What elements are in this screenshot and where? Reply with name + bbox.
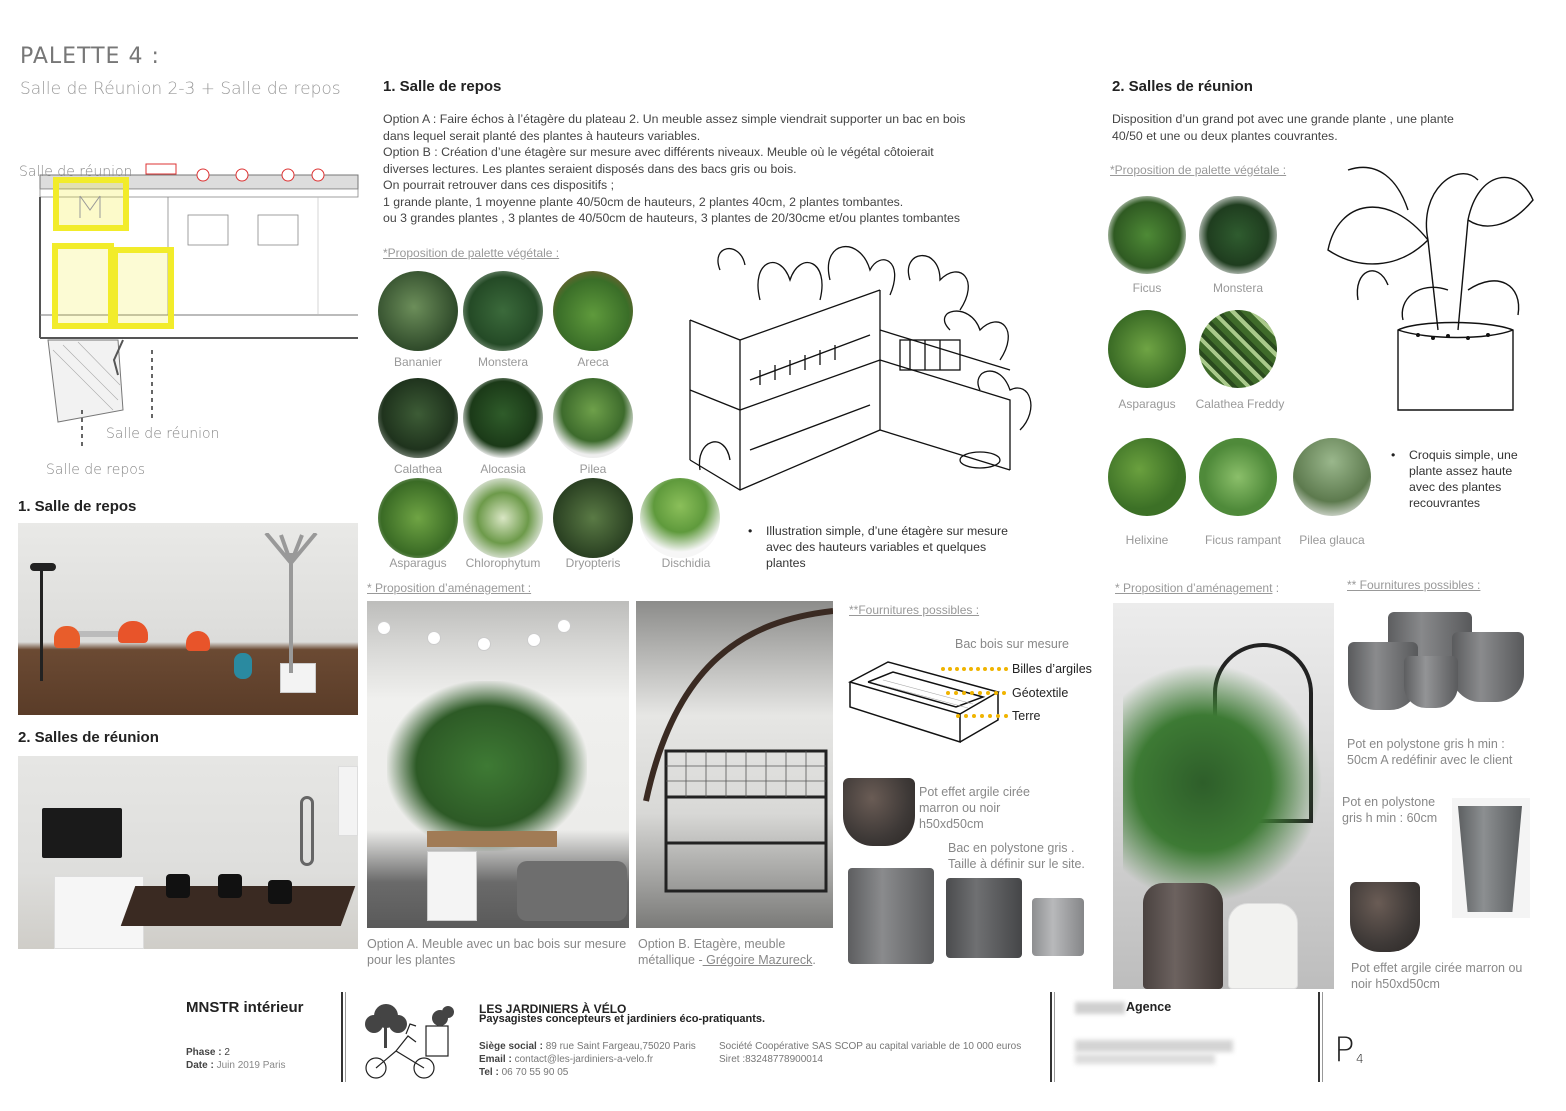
repos-amenagement-link[interactable]: * Proposition d’aménagement : — [367, 581, 532, 595]
tall-grey-pot-image — [1458, 806, 1522, 912]
globe-light — [427, 631, 441, 645]
reunion-fournitures-link[interactable]: ** Fournitures possibles : — [1347, 578, 1481, 592]
reunion-amenagement-link[interactable]: * Proposition d’aménagement — [1115, 581, 1273, 595]
photo-salle-repos — [18, 523, 358, 715]
plant-caption: Chlorophytum — [465, 556, 541, 570]
tel-value: 06 70 55 90 05 — [498, 1067, 569, 1078]
phase-value: 2 — [221, 1047, 230, 1058]
footer-agence: Agence — [1126, 1000, 1172, 1014]
plant-chlorophytum-image — [463, 478, 543, 558]
footer-divider — [1050, 992, 1052, 1082]
reunion-title: 2. Salles de réunion — [1112, 78, 1253, 95]
option-b-drawing — [636, 601, 833, 928]
plant-caption: Dischidia — [661, 556, 711, 570]
reunion-palette-link[interactable]: *Proposition de palette végétale : — [1110, 163, 1287, 177]
repos-line: Option B : Création d’une étagère sur mesure avec différents niveaux. Meuble où le végétal côtoierait — [383, 145, 934, 159]
orange-chair — [118, 621, 148, 643]
redacted-line — [1075, 1040, 1233, 1052]
repos-line: ou 3 grandes plantes , 3 plantes de 40/50cm de hauteurs, 3 plantes de 20/30cme et/ou plantes tombantes — [383, 211, 960, 225]
plant-caption: Monstera — [477, 355, 529, 369]
plant-caption: Pilea glauca — [1299, 533, 1365, 547]
plant-caption: Dryopteris — [565, 556, 621, 570]
lamp-shade — [30, 563, 56, 571]
plant-caption: Pilea — [579, 462, 607, 476]
tel-label: Tel : — [479, 1067, 499, 1078]
wood-planter — [427, 831, 557, 847]
footer-date — [186, 1059, 286, 1072]
plant-caption: Calathea — [393, 462, 443, 476]
photo-salle-reunion — [18, 756, 358, 949]
redacted-agency-name — [1075, 1002, 1125, 1014]
repos-line: On pourrait retrouver dans ces dispositifs ; — [383, 178, 615, 192]
orange-chair — [54, 626, 80, 648]
footer-email — [479, 1053, 653, 1066]
plant-caption: Bananier — [393, 355, 443, 369]
tv-screen — [42, 808, 122, 858]
page-title: PALETTE 4 : — [20, 44, 160, 69]
plant-monstera-image — [463, 271, 543, 351]
repos-title: 1. Salle de repos — [383, 78, 502, 95]
reunion-amenagement-colon: : — [1272, 581, 1280, 595]
plant-helixine-image — [1108, 438, 1186, 516]
layer-geotextile: Géotextile — [1012, 686, 1069, 700]
repos-line: dans lequel serait planté des plantes à hauteurs variables. — [383, 128, 701, 143]
clay-pot-image — [843, 778, 915, 846]
plant-caption: Alocasia — [480, 462, 526, 476]
email-label: Email : — [479, 1054, 512, 1065]
lamp-pole — [40, 571, 43, 681]
globe-light — [527, 633, 541, 647]
footer-company: LES JARDINIERS À VÉLO — [479, 1002, 627, 1016]
footer-divider — [1318, 992, 1320, 1082]
email-value[interactable]: contact@les-jardiniers-a-velo.fr — [511, 1054, 654, 1065]
cyclist-logo — [356, 996, 464, 1082]
bookshelf — [427, 851, 477, 921]
tall-pot-frame — [1452, 798, 1530, 918]
grey-pot-image — [848, 868, 934, 964]
plant-calathea-image — [378, 378, 458, 458]
footer-legal: Société Coopérative SAS SCOP au capital variable de 10 000 euros — [719, 1041, 1022, 1052]
plant-pilea-image — [553, 378, 633, 458]
plant-asparagus-image — [1108, 310, 1186, 388]
redacted-line — [1075, 1054, 1215, 1064]
reunion-paragraph: Disposition d’un grand pot avec une grande plante , une plante 40/50 et une ou deux plantes couvrantes. — [1112, 112, 1454, 143]
plan-label-reunion: Salle de réunion — [106, 426, 220, 442]
repos-line: Option A : Faire échos à l’étagère du plateau 2. Un meuble assez simple viendrait supporter un bac en bois — [383, 112, 966, 126]
siege-value: 89 rue Saint Fargeau,75020 Paris — [542, 1041, 696, 1052]
footer-divider — [341, 992, 343, 1082]
sofa — [517, 861, 627, 921]
plant-asparagus-image — [378, 478, 458, 558]
photo-option-b — [636, 601, 833, 928]
reunion-amenagement-heading — [1115, 581, 1279, 595]
footer-tel — [479, 1066, 568, 1079]
plant-caption: Asparagus — [1118, 397, 1176, 411]
dyson-fan — [300, 796, 314, 866]
option-b-caption — [638, 936, 838, 968]
plant-areca-image — [553, 271, 633, 351]
shelf-sketch-drawing — [680, 240, 1050, 500]
plant-pilea-glauca-image — [1293, 438, 1371, 516]
phase-label: Phase : — [186, 1047, 222, 1058]
orange-chair — [186, 631, 210, 651]
option-b-designer-link[interactable]: Grégoire Mazureck — [702, 953, 813, 967]
black-chair — [268, 880, 292, 904]
footer-divider — [1054, 992, 1055, 1082]
repos-paragraph — [383, 111, 1073, 227]
plant-caption: Monstera — [1212, 281, 1264, 295]
repos-palette-link[interactable]: *Proposition de palette végétale : — [383, 246, 560, 260]
date-value: Juin 2019 Paris — [213, 1060, 286, 1071]
plant-caption: Helixine — [1125, 533, 1169, 547]
reunion-plant-sketch — [1318, 160, 1538, 420]
photo-option-a — [367, 601, 629, 928]
left-section-reunion-title: 2. Salles de réunion — [18, 729, 159, 746]
plant-monstera-image — [1199, 196, 1277, 274]
globe-light — [477, 637, 491, 651]
plants-foliage — [1123, 663, 1323, 903]
reunion-pot1-caption: Pot en polystone gris h min : 50cm A redéfinir avec le client — [1347, 737, 1513, 767]
plant-caption: Areca — [577, 355, 609, 369]
grey-pot-image — [1452, 632, 1524, 702]
reunion-sketch-note: • Croquis simple, une plante assez haute avec des plantes recouvrantes — [1409, 447, 1534, 511]
black-chair — [218, 874, 242, 898]
plant-caption: Ficus rampant — [1204, 533, 1282, 547]
blue-stool — [234, 653, 252, 679]
grey-pot-image — [1032, 898, 1084, 956]
plan-label-top: Salle de réunion — [19, 164, 133, 180]
option-b-text: Option B. Etagère, meuble métallique - — [638, 937, 786, 967]
option-b-period: . — [812, 953, 816, 967]
grey-pot-image — [1404, 656, 1458, 708]
globe-light — [557, 619, 571, 633]
layer-billes: Billes d’argiles — [1012, 662, 1092, 676]
clay-pot-image — [1350, 882, 1420, 952]
coat-rack-drawing — [256, 533, 326, 673]
footer-siret: Siret :83248778900014 — [719, 1054, 823, 1065]
grey-pots-group — [1348, 606, 1528, 730]
plant-ficus-image — [1108, 196, 1186, 274]
plant-caption: Ficus — [1132, 281, 1162, 295]
grey-pot-image — [946, 878, 1022, 958]
wall-poster — [338, 766, 358, 836]
page-number: 4 — [1356, 1052, 1364, 1066]
footer-phase — [186, 1046, 230, 1059]
date-label: Date : — [186, 1060, 214, 1071]
layer-terre: Terre — [1012, 709, 1041, 723]
footer-divider — [1322, 992, 1323, 1082]
floor-plan — [18, 160, 360, 480]
footer-divider — [345, 992, 346, 1082]
large-pot — [1143, 883, 1223, 989]
repos-line: diverses lectures. Les plantes seraient disposés dans des bacs gris ou bois. — [383, 161, 797, 176]
footer-tagline: Paysagistes concepteurs et jardiniers éco-pratiquants. — [479, 1013, 766, 1025]
plant-dryopteris-image — [553, 478, 633, 558]
white-pot — [1228, 903, 1298, 989]
plant-ficus-rampant-image — [1199, 438, 1277, 516]
reunion-pot3-caption: Pot effet argile cirée marron ou noir h50xd50cm — [1351, 961, 1523, 991]
plan-label-repos: Salle de repos — [46, 462, 146, 478]
plants-mass — [387, 681, 587, 851]
plant-bananier-image — [378, 271, 458, 351]
repos-pot1-caption: Pot effet argile cirée marron ou noir h50xd50cm — [919, 785, 1030, 831]
photo-reunion-amenagement — [1113, 603, 1334, 989]
plant-alocasia-image — [463, 378, 543, 458]
repos-fournitures-link[interactable]: **Fournitures possibles : — [849, 603, 980, 617]
reunion-pot2-caption: Pot en polystone gris h min : 60cm — [1342, 795, 1438, 825]
globe-light — [377, 621, 391, 635]
plant-caption: Asparagus — [389, 556, 447, 570]
footer-brand: MNSTR intérieur — [186, 999, 304, 1016]
bac-title: Bac bois sur mesure — [955, 637, 1069, 651]
plant-caption: Calathea Freddy — [1195, 397, 1285, 411]
black-chair — [166, 874, 190, 898]
plant-calathea-freddy-image — [1199, 310, 1277, 388]
left-section-repos-title: 1. Salle de repos — [18, 498, 137, 515]
siege-label: Siège social : — [479, 1041, 543, 1052]
page-letter: P — [1334, 1030, 1355, 1070]
option-a-caption: Option A. Meuble avec un bac bois sur mesure pour les plantes — [367, 937, 627, 967]
repos-pot2-caption: Bac en polystone gris . Taille à définir sur le site. — [948, 841, 1085, 871]
page-subtitle: Salle de Réunion 2-3 + Salle de repos — [20, 79, 341, 99]
footer-siege — [479, 1040, 696, 1053]
repos-sketch-note: • Illustration simple, d’une étagère sur mesure avec des hauteurs variables et quelques plantes — [766, 523, 1011, 571]
repos-line: 1 grande plante, 1 moyenne plante 40/50cm de hauteurs, 2 plantes 40cm, 2 plantes tombantes. — [383, 194, 904, 209]
